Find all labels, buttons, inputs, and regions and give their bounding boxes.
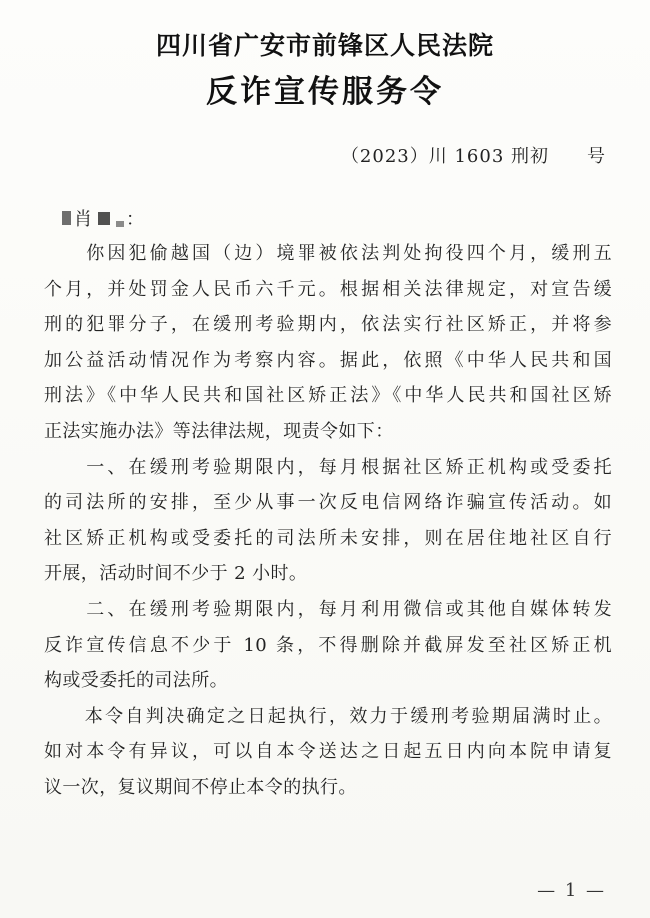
paragraph-effect xyxy=(44,699,612,806)
recipient-name: 肖 xyxy=(74,209,92,230)
body-line: 一、在缓刑考验期限内，每月根据社区矫正机构或受委托 xyxy=(44,456,612,478)
body-line: 你因犯偷越国（边）境罪被依法判处拘役四个月，缓刑五 xyxy=(44,243,612,264)
document-title: 反诈宣传服务令 xyxy=(206,74,444,110)
redaction-mark xyxy=(116,221,124,227)
body-line: 正法实施办法》等法律法规，现责令如下： xyxy=(44,420,394,442)
body-line: 刑法》《中华人民共和国社区矫正法》《中华人民共和国社区矫 xyxy=(44,385,612,407)
order-body xyxy=(44,236,612,806)
body-line: 加公益活动情况作为考察内容。据此，依照《中华人民共和国 xyxy=(44,349,612,371)
paragraph-order-2 xyxy=(44,592,612,699)
body-line: 二、在缓刑考验期限内，每月利用微信或其他自媒体转发 xyxy=(44,598,612,620)
recipient-line xyxy=(62,205,144,231)
body-line: 开展，活动时间不少于 2 小时。 xyxy=(44,563,308,585)
recipient-colon: ： xyxy=(126,209,144,230)
redaction-mark xyxy=(62,211,71,225)
redaction-mark xyxy=(98,212,110,225)
body-line: 如对本令有异议，可以自本令送达之日起五日内向本院申请复 xyxy=(44,741,612,763)
court-name: 四川省广安市前锋区人民法院 xyxy=(155,31,494,60)
body-line: 议一次，复议期间不停止本令的执行。 xyxy=(44,776,357,798)
body-line: 刑的犯罪分子，在缓刑考验期内，依法实行社区矫正，并将参 xyxy=(44,314,612,336)
paragraph-order-1 xyxy=(44,450,612,592)
case-number: （2023）川 1603 刑初 号 xyxy=(340,146,606,167)
body-line: 社区矫正机构或受委托的司法所未安排，则在居住地社区自行 xyxy=(44,527,612,549)
page-number: — 1 — xyxy=(537,880,606,901)
body-line: 反诈宣传信息不少于 10 条，不得删除并截屏发至社区矫正机 xyxy=(44,634,612,656)
body-line: 个月，并处罚金人民币六千元。根据相关法律规定，对宣告缓 xyxy=(44,278,612,300)
body-line: 本令自判决确定之日起执行，效力于缓刑考验期届满时止。 xyxy=(44,705,612,727)
body-line: 构或受委托的司法所。 xyxy=(44,670,228,692)
body-line: 的司法所的安排，至少从事一次反电信网络诈骗宣传活动。如 xyxy=(44,492,612,514)
paragraph-intro xyxy=(44,236,612,450)
